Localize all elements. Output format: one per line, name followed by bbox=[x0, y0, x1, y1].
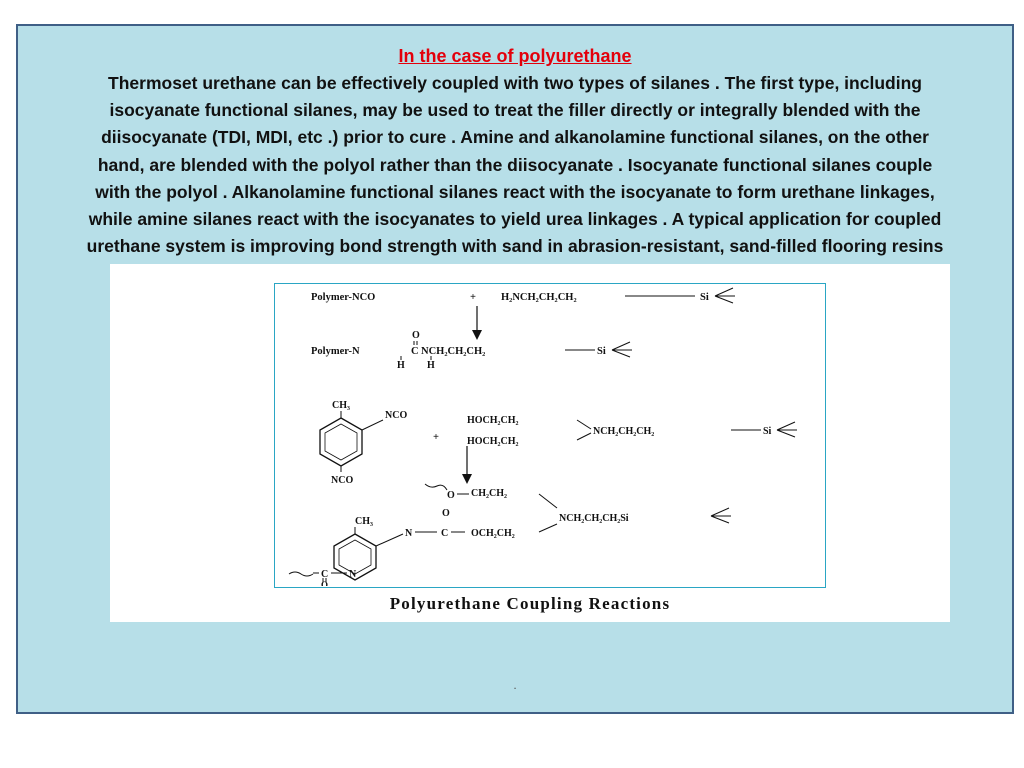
reaction-scheme-frame bbox=[274, 283, 826, 588]
si-label: Si bbox=[597, 346, 606, 357]
body-line: isocyanate functional silanes, may be used to treat the filler directly or integrally blended with the bbox=[109, 100, 921, 121]
silane-branch bbox=[777, 422, 797, 437]
polymer-nco-label: Polymer-NCO bbox=[311, 292, 376, 303]
bottom-o: O bbox=[321, 580, 329, 586]
reaction-figure bbox=[110, 264, 950, 622]
product-n: N bbox=[405, 528, 413, 539]
product-amine: NCH₂CH₂CH₂Si bbox=[559, 513, 629, 524]
plus-sign: + bbox=[433, 432, 439, 443]
arrow-head bbox=[462, 474, 472, 484]
hoch-top: HOCH₂CH₂ bbox=[467, 415, 519, 426]
bond-line bbox=[539, 524, 557, 532]
product-c-label: C bbox=[411, 346, 419, 357]
body-line: urethane system is improving bond strength with sand in abrasion-resistant, sand-filled flooring resins bbox=[86, 236, 944, 257]
product-right-label: NCH₂CH₂CH₂ bbox=[421, 346, 486, 357]
plus-sign: + bbox=[470, 292, 476, 303]
body-line: with the polyol . Alkanolamine functional silanes react with the isocyanate to form urethane linkages, bbox=[95, 181, 935, 202]
footer-mark: . bbox=[513, 678, 517, 692]
product-c: C bbox=[441, 528, 449, 539]
bottom-n: N bbox=[349, 569, 357, 580]
bond-line bbox=[539, 494, 557, 508]
product-ch3: CH₃ bbox=[355, 516, 373, 527]
arrow-head bbox=[472, 330, 482, 340]
product-o: O bbox=[447, 490, 455, 501]
bond-line bbox=[577, 420, 591, 429]
carbonyl-o: O bbox=[412, 330, 420, 341]
aminopropyl-label: H₂NCH₂CH₂CH₂ bbox=[501, 292, 577, 303]
benzene-inner bbox=[325, 424, 357, 460]
ch3-label: CH₃ bbox=[332, 400, 350, 411]
benzene-ring bbox=[320, 418, 362, 466]
silane-branch bbox=[711, 508, 731, 523]
slide-title: In the case of polyurethane bbox=[398, 46, 632, 66]
body-line: diisocyanate (TDI, MDI, etc .) prior to cure . Amine and alkanolamine functional silanes, on the other bbox=[101, 127, 929, 148]
hoch-bottom: HOCH₂CH₂ bbox=[467, 436, 519, 447]
product-och: OCH₂CH₂ bbox=[471, 528, 515, 539]
bond-line bbox=[577, 433, 591, 440]
figure-caption: Polyurethane Coupling Reactions bbox=[389, 594, 671, 613]
product-chain-top: CH₂CH₂ bbox=[471, 488, 507, 499]
silane-branch bbox=[612, 342, 632, 357]
bottom-c: C bbox=[321, 569, 329, 580]
bond-line bbox=[376, 534, 403, 546]
h-right: H bbox=[427, 360, 435, 371]
body-line: hand, are blended with the polyol rather than the diisocyanate . Isocyanate functional silanes couple bbox=[97, 154, 933, 175]
wavy-bond bbox=[425, 484, 447, 490]
body-line: Thermoset urethane can be effectively coupled with two types of silanes . The first type, including bbox=[108, 73, 922, 93]
amine-chain: NCH₂CH₂CH₂ bbox=[593, 426, 655, 437]
si-label: Si bbox=[700, 292, 709, 303]
body-line: while amine silanes react with the isocyanates to yield urea linkages . A typical application for coupled bbox=[88, 209, 942, 230]
h-left: H bbox=[397, 360, 405, 371]
slide-body bbox=[32, 70, 998, 260]
nco-bottom: NCO bbox=[331, 475, 354, 486]
reaction-scheme bbox=[275, 284, 824, 586]
silane-branch bbox=[715, 288, 735, 303]
wavy-bond bbox=[289, 572, 313, 576]
slide-panel bbox=[16, 24, 1014, 714]
product-carbonyl-o: O bbox=[442, 508, 450, 519]
product-left-label: Polymer-N bbox=[311, 346, 360, 357]
si-label: Si bbox=[763, 426, 772, 437]
bond-line bbox=[362, 420, 383, 430]
nco-top: NCO bbox=[385, 410, 408, 421]
